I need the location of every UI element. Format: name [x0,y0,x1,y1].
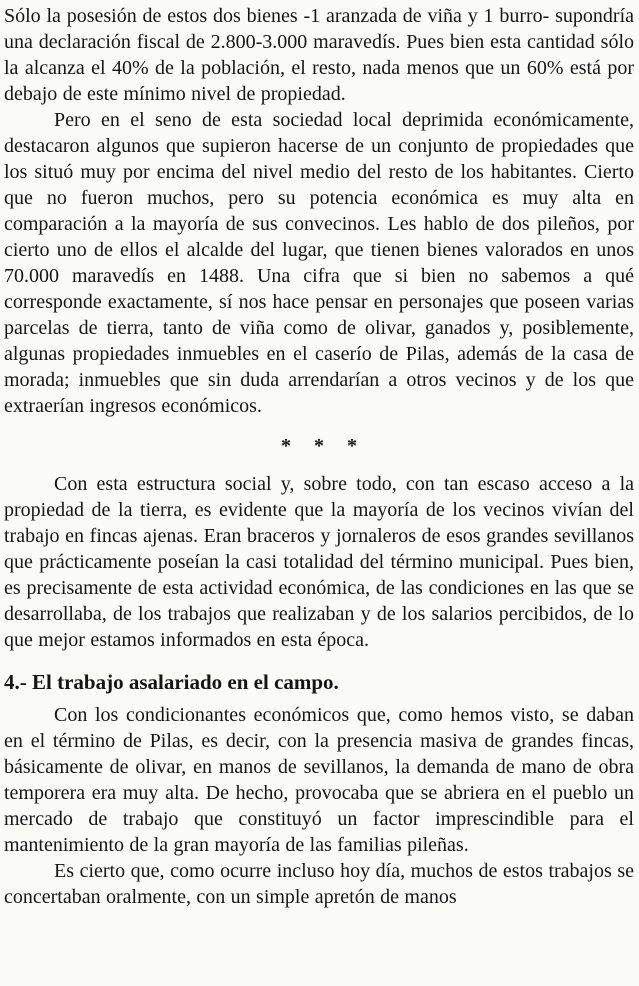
paragraph-oral-contracts: Es cierto que, como ocurre incluso hoy día, muchos de estos trabajos se concertaban oralmente, con un simple apretón de manos [4,860,634,908]
section-separator-asterisks: * * * [281,435,366,457]
paragraph-property-minimum: Sólo la posesión de estos dos bienes -1 aranzada de viña y 1 burro- supondría una declaración fiscal de 2.800-3.000 maravedís. Pues bien esta cantidad sólo la alcanza el 40% de la población, el resto, nada menos que un 60% está por debajo de este mínimo nivel de propiedad. [4,5,634,105]
paragraph-wealthy-locals: Pero en el seno de esta sociedad local deprimida económicamente, destacaron algunos que supieron hacerse de un conjunto de propiedades que los situó muy por encima del nivel medio del resto de los habitantes. Cierto que no fueron muchos, pero su potencia económica es muy alta en comparación a la mayoría de sus convecinos. Les hablo de dos pileños, por cierto uno de ellos el alcalde del lugar, que tienen bienes valorados en unos 70.000 maravedís en 1488. Una cifra que si bien no sabemos a qué corresponde exactamente, sí nos hace pensar en personajes que poseen varias parcelas de tierra, tanto de viña como de olivar, ganados y, posiblemente, algunas propiedades inmuebles en el caserío de Pilas, además de la casa de morada; inmuebles que sin duda arrendarían a otros vecinos y de los que extraerían ingresos económicos. [4,109,634,417]
paragraph-labor-market: Con los condicionantes económicos que, como hemos visto, se daban en el término de Pilas, es decir, con la presencia masiva de grandes fincas, básicamente de olivar, en manos de sevillanos, la demanda de mano de obra temporera era muy alta. De hecho, provocaba que se abriera en el pueblo un mercado de trabajo que constituyó un factor imprescindible para el mantenimiento de la gran mayoría de las familias pileñas. [4,704,634,856]
paragraph-social-structure: Con esta estructura social y, sobre todo, con tan escaso acceso a la propiedad de la tierra, es evidente que la mayoría de los vecinos vivían del trabajo en fincas ajenas. Eran braceros y jornaleros de esos grandes sevillanos que prácticamente poseían la casi totalidad del término municipal. Pues bien, es precisamente de esta actividad económica, de las condiciones en las que se desarrollaba, de los trabajos que realizaban y de los salarios percibidos, de lo que mejor estamos informados en esta época. [4,473,634,651]
section-heading-trabajo-asalariado: 4.- El trabajo asalariado en el campo. [4,670,339,694]
